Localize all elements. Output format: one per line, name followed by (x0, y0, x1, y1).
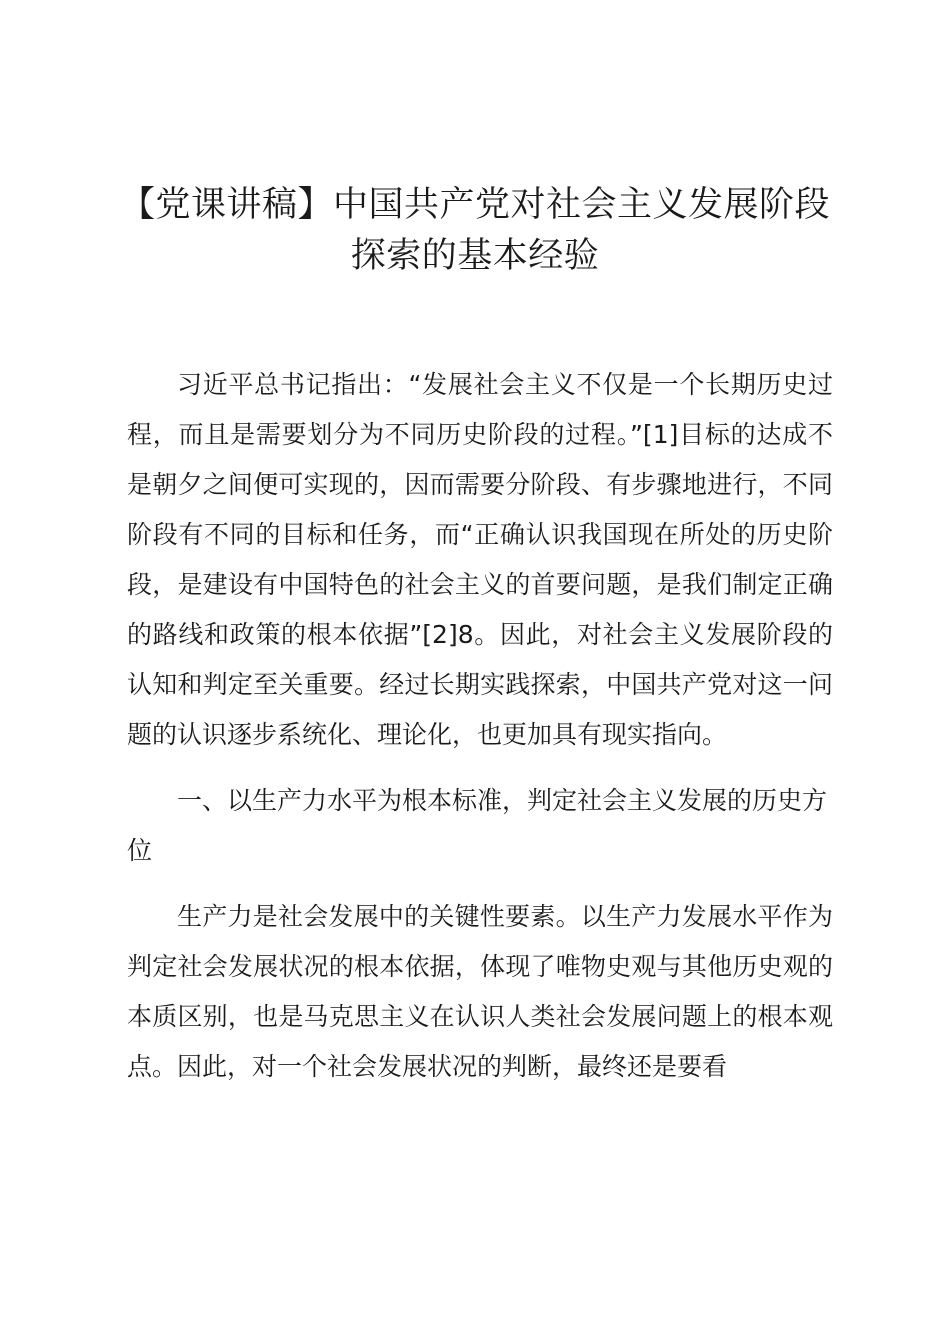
section-paragraph: 生产力是社会发展中的关键性要素。以生产力发展水平作为判定社会发展状况的根本依据，体现了唯物史观与其他历史观的本质区别，也是马克思主义在认识人类社会发展问题上的根本观点。因此，对一个社会发展状况的判断，最终还是要看 (127, 902, 833, 1081)
intro-paragraph: 习近平总书记指出：“发展社会主义不仅是一个长期历史过程，而且是需要划分为不同历史阶段的过程。”[1]目标的达成不是朝夕之间便可实现的，因而需要分阶段、有步骤地进行，不同阶段有不同的目标和任务，而“正确认识我国现在所处的历史阶段，是建设有中国特色的社会主义的首要问题，是我们制定正确的路线和政策的根本依据”[2]8。因此，对社会主义发展阶段的认知和判定至关重要。经过长期实践探索，中国共产党对这一问题的认识逐步系统化、理论化，也更加具有现实指向。 (127, 370, 833, 749)
document-title (100, 180, 850, 282)
title-line-2: 探索的基本经验 (350, 236, 600, 276)
section-heading: 一、以生产力水平为根本标准，判定社会主义发展的历史方位 (127, 786, 828, 865)
title-line-1: 【党课讲稿】中国共产党对社会主义发展阶段 (119, 185, 830, 225)
document-body (127, 360, 833, 1108)
